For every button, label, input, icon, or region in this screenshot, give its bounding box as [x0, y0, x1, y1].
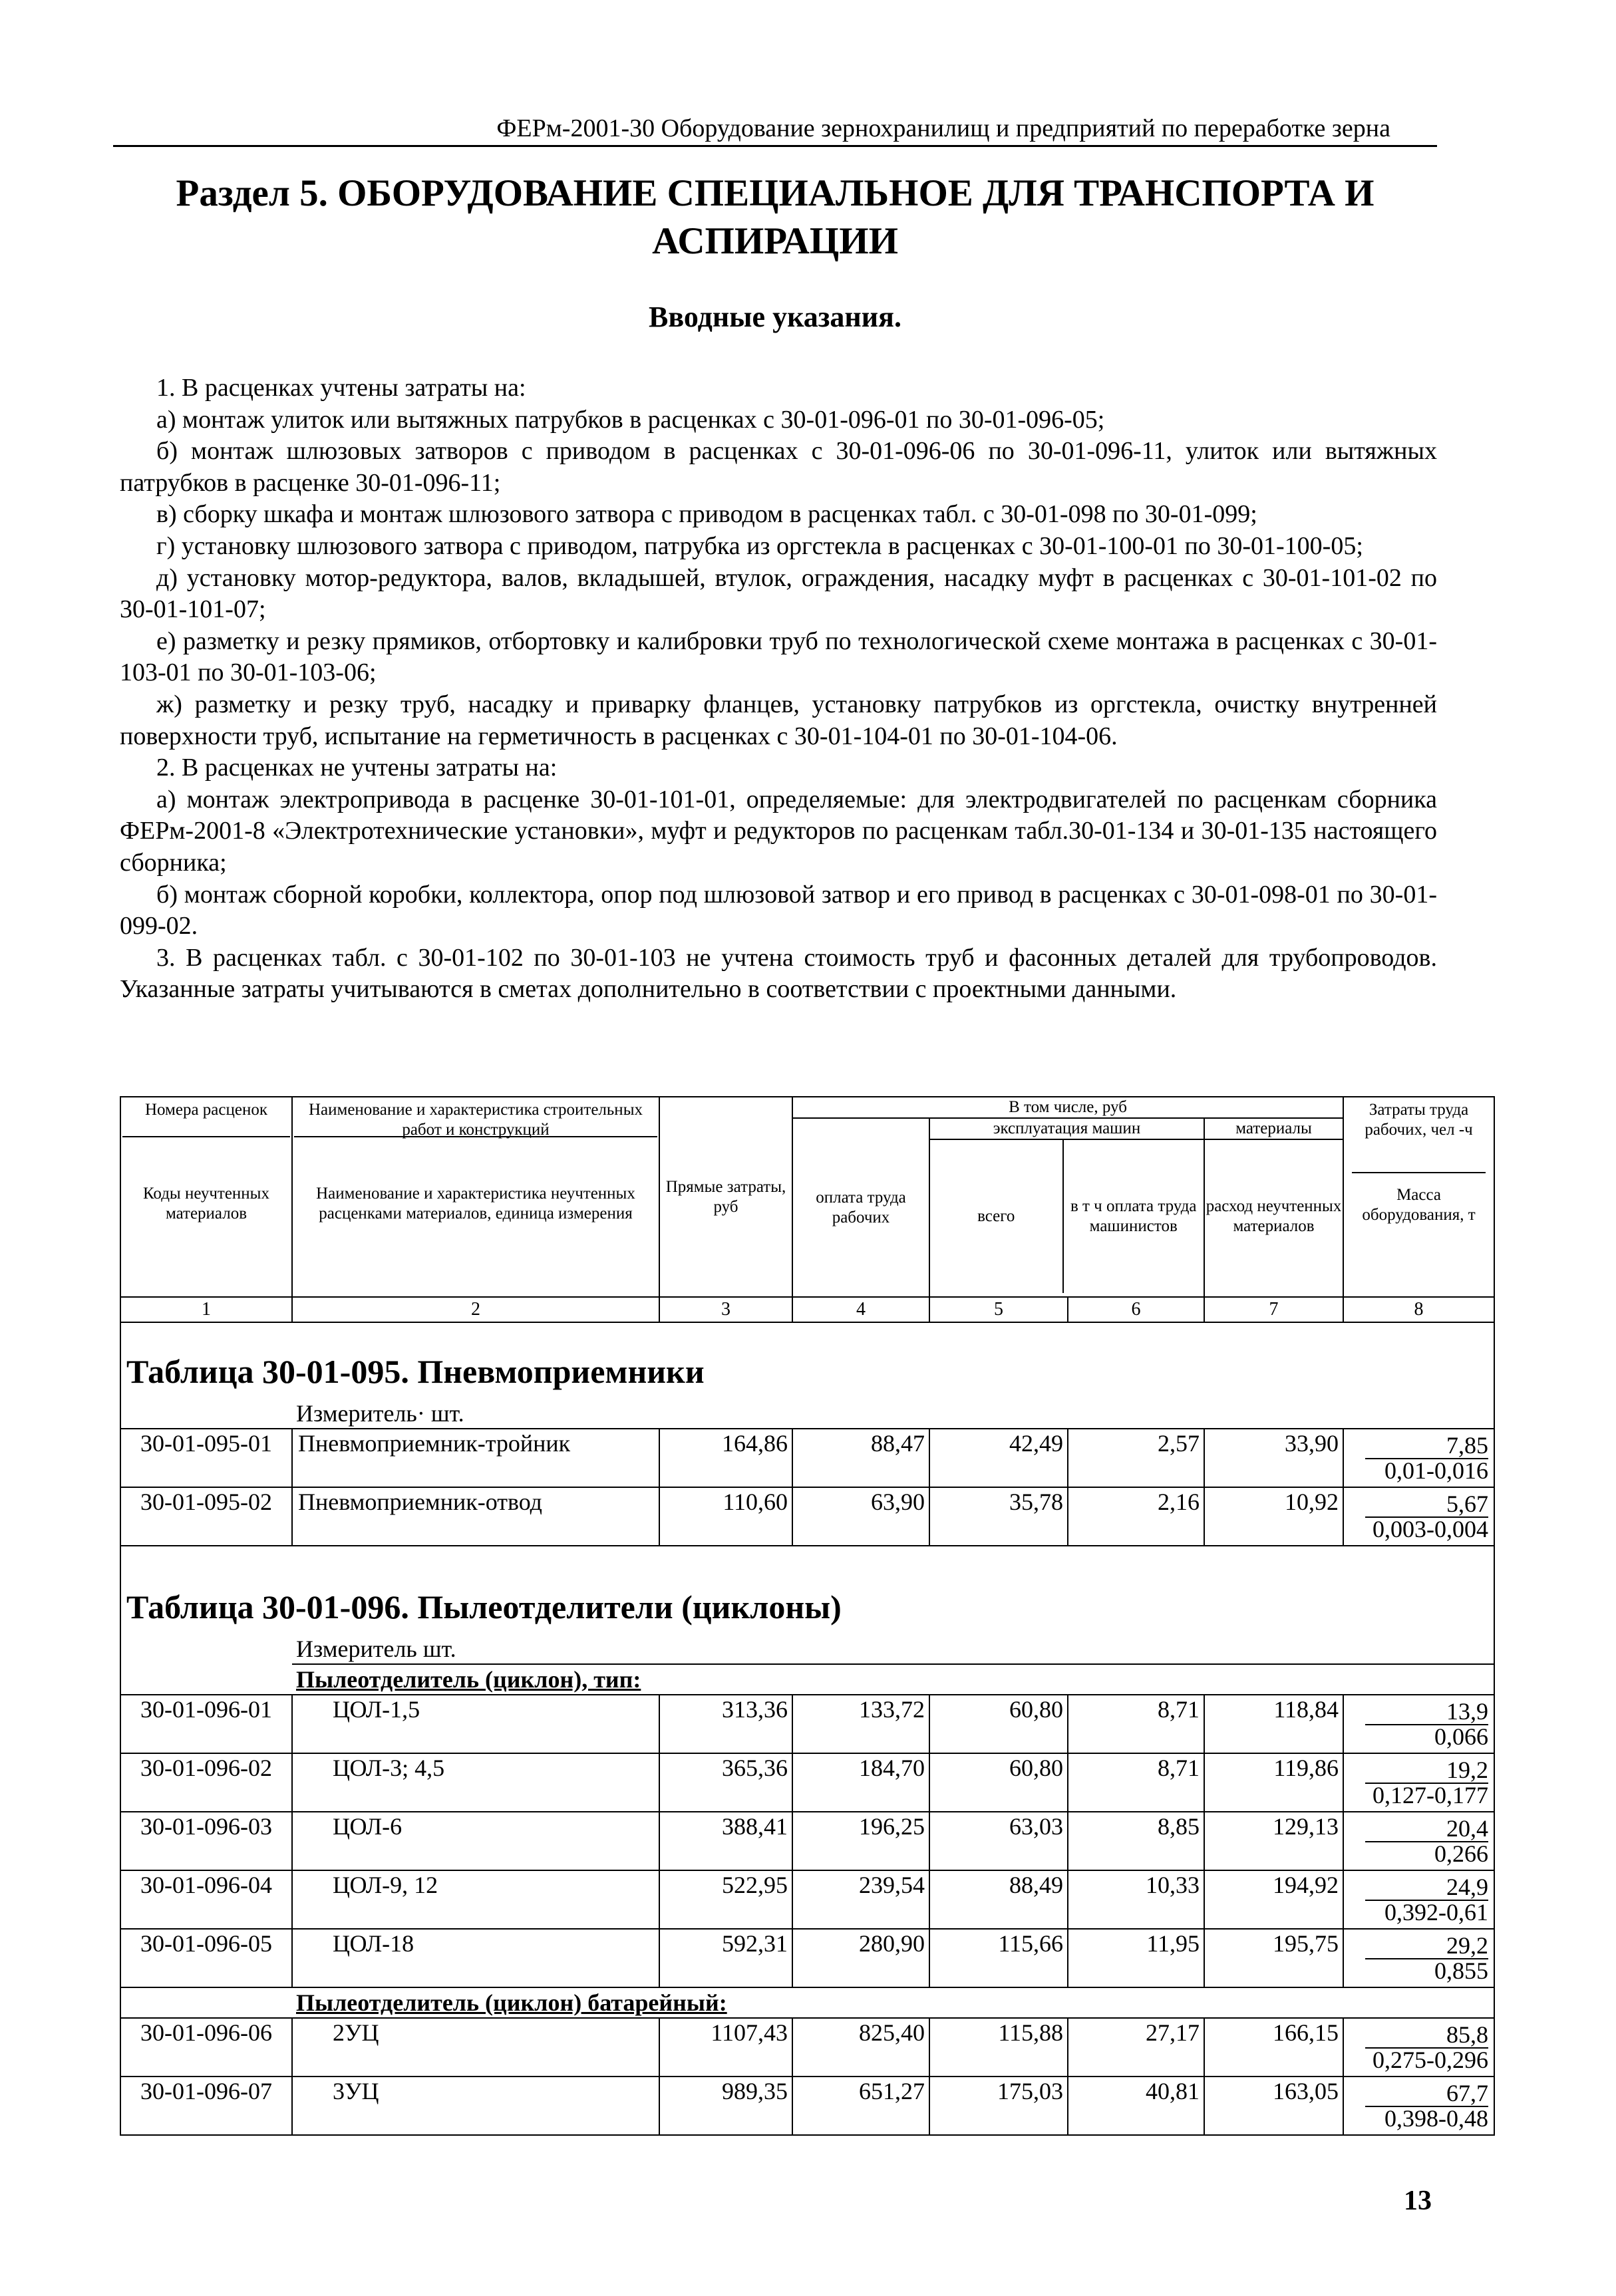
equipment-mass: 0,01-0,016	[1384, 1457, 1489, 1484]
labor-hours: 67,7	[1365, 2081, 1488, 2107]
machinists-pay: 8,85	[1068, 1812, 1204, 1870]
equipment-mass: 0,127-0,177	[1373, 1782, 1489, 1808]
running-header-text: ФЕРм-2001-30 Оборудование зернохранилищ и предприятий по переработке зерна	[496, 114, 1390, 142]
column-number: 7	[1204, 1297, 1343, 1322]
section-title-line-2: АСПИРАЦИИ	[652, 220, 898, 262]
measure-unit: Измеритель шт.	[292, 1634, 1494, 1664]
header-col1-top: Номера расценок	[144, 1101, 268, 1119]
table-30-01-095	[120, 1322, 1494, 1546]
machinists-pay: 11,95	[1068, 1929, 1204, 1987]
rate-code: 30-01-095-01	[120, 1429, 292, 1487]
materials-cost: 166,15	[1204, 2018, 1343, 2077]
intro-paragraph: г) установку шлюзового затвора с приводом, патрубка из оргстекла в расценках с 30-01-100-01 по 30-01-100-05;	[156, 531, 1363, 560]
materials-cost: 118,84	[1204, 1695, 1343, 1753]
group-label: Пылеотделитель (циклон) батарейный:	[296, 1989, 727, 2016]
running-header	[113, 112, 1437, 147]
intro-paragraph: 1. В расценках учтены затраты на:	[156, 374, 526, 402]
rate-name: ЦОЛ-3; 4,5	[292, 1753, 659, 1812]
column-number: 4	[792, 1297, 929, 1322]
equipment-mass: 0,398-0,48	[1384, 2105, 1489, 2132]
table-row	[120, 1929, 1494, 1987]
labor-pay: 184,70	[792, 1753, 929, 1812]
materials-cost: 163,05	[1204, 2077, 1343, 2135]
labor-hours: 29,2	[1365, 1933, 1488, 1959]
materials-cost: 119,86	[1204, 1753, 1343, 1812]
rate-code: 30-01-096-04	[120, 1870, 292, 1929]
machinists-pay: 10,33	[1068, 1870, 1204, 1929]
machines-total: 42,49	[929, 1429, 1068, 1487]
header-labor-pay: оплата труда рабочих	[816, 1188, 906, 1226]
equipment-mass: 0,275-0,296	[1373, 2047, 1489, 2073]
header-equipment-mass: Масса оборудования, т	[1362, 1186, 1476, 1224]
intro-paragraph: е) разметку и резку прямиков, отбортовку и калибровки труб по технологической схеме монтажа в расценках с 30-01-103-01 по 30-01-103-06;	[120, 627, 1437, 687]
intro-paragraph: б) монтаж сборной коробки, коллектора, опор под шлюзовой затвор и его привод в расценках с 30-01-098-01 по 30-01-099-02.	[120, 880, 1437, 940]
rate-code: 30-01-096-02	[120, 1753, 292, 1812]
machinists-pay: 2,16	[1068, 1487, 1204, 1546]
labor-hours: 13,9	[1365, 1699, 1488, 1725]
table-header	[120, 1097, 1494, 1322]
rate-name: Пневмоприемник-тройник	[292, 1429, 659, 1487]
machinists-pay: 2,57	[1068, 1429, 1204, 1487]
intro-paragraph: а) монтаж электропривода в расценке 30-01-101-01, определяемые: для электродвигателей по расценкам сборника ФЕРм-2001-8 «Электротехнические установки», муфт и редукторов по расценкам табл.30-01-134 и 30-01-135 настоящего сборника;	[120, 785, 1437, 877]
intro-paragraph: д) установку мотор-редуктора, валов, вкладышей, втулок, ограждения, насадку муфт в расценках с 30-01-101-02 по 30-01-101-07;	[120, 563, 1437, 624]
table-row	[120, 1487, 1494, 1546]
rate-code: 30-01-096-03	[120, 1812, 292, 1870]
rates-table	[120, 1096, 1495, 2136]
rate-name: 3УЦ	[292, 2077, 659, 2135]
column-number: 1	[120, 1297, 292, 1322]
machines-total: 175,03	[929, 2077, 1068, 2135]
materials-cost: 10,92	[1204, 1487, 1343, 1546]
table-row	[120, 1812, 1494, 1870]
equipment-mass: 0,392-0,61	[1384, 1899, 1489, 1926]
header-direct-costs: Прямые затраты, руб	[665, 1177, 786, 1216]
table-row	[120, 1870, 1494, 1929]
intro-paragraph: 3. В расценках табл. с 30-01-102 по 30-01-103 не учтена стоимость труб и фасонных деталей для трубопроводов. Указанные затраты учитываются в сметах дополнительно в соответствии с проектными данными.	[120, 943, 1437, 1004]
intro-paragraph: б) монтаж шлюзовых затворов с приводом в расценках с 30-01-096-06 по 30-01-096-11, улиток или вытяжных патрубков в расценке 30-01-096-11;	[120, 437, 1437, 497]
labor-pay: 88,47	[792, 1429, 929, 1487]
header-materials: материалы	[1235, 1119, 1312, 1137]
equipment-mass: 0,003-0,004	[1373, 1516, 1489, 1542]
machines-total: 63,03	[929, 1812, 1068, 1870]
rate-name: ЦОЛ-9, 12	[292, 1870, 659, 1929]
table-row	[120, 2077, 1494, 2135]
materials-cost: 33,90	[1204, 1429, 1343, 1487]
labor-hours: 85,8	[1365, 2022, 1488, 2049]
intro-paragraph: а) монтаж улиток или вытяжных патрубков в расценках с 30-01-096-01 по 30-01-096-05;	[156, 405, 1105, 434]
labor-pay: 280,90	[792, 1929, 929, 1987]
rate-name: 2УЦ	[292, 2018, 659, 2077]
table-row	[120, 1753, 1494, 1812]
intro-paragraph: ж) разметку и резку труб, насадку и приварку фланцев, установку патрубков из оргстекла, очистку внутренней поверхности труб, испытание на герметичность в расценках с 30-01-104-01 по 30-01-104-06.	[120, 690, 1437, 750]
labor-pay: 196,25	[792, 1812, 929, 1870]
table-row	[120, 2018, 1494, 2077]
materials-cost: 194,92	[1204, 1870, 1343, 1929]
header-materials-consumption: расход неучтенных материалов	[1206, 1197, 1342, 1235]
section-title	[113, 170, 1437, 265]
header-machinists-pay: в т ч оплата труда машинистов	[1070, 1197, 1197, 1235]
intro-paragraph: 2. В расценках не учтены затраты на:	[156, 754, 558, 782]
direct-costs: 989,35	[659, 2077, 792, 2135]
rate-code: 30-01-096-07	[120, 2077, 292, 2135]
column-number: 3	[659, 1297, 792, 1322]
machines-total: 88,49	[929, 1870, 1068, 1929]
direct-costs: 164,86	[659, 1429, 792, 1487]
machinists-pay: 8,71	[1068, 1695, 1204, 1753]
machinists-pay: 40,81	[1068, 2077, 1204, 2135]
header-labor-hours: Затраты труда рабочих, чел -ч	[1365, 1101, 1473, 1139]
column-number: 5	[929, 1297, 1068, 1322]
machines-total: 115,88	[929, 2018, 1068, 2077]
table-row	[120, 1695, 1494, 1753]
table-title: Таблица 30-01-096. Пылеотделители (циклоны)	[126, 1588, 842, 1626]
machines-total: 60,80	[929, 1695, 1068, 1753]
rate-code: 30-01-096-06	[120, 2018, 292, 2077]
machines-total: 35,78	[929, 1487, 1068, 1546]
intro-text	[120, 372, 1437, 1006]
header-machines: эксплуатация машин	[993, 1119, 1141, 1137]
equipment-mass: 0,266	[1434, 1840, 1489, 1867]
direct-costs: 522,95	[659, 1870, 792, 1929]
rate-name: ЦОЛ-1,5	[292, 1695, 659, 1753]
direct-costs: 1107,43	[659, 2018, 792, 2077]
labor-hours: 7,85	[1365, 1433, 1488, 1459]
column-number: 8	[1343, 1297, 1494, 1322]
header-col2-top: Наименование и характеристика строительных работ и конструкций	[308, 1101, 643, 1139]
materials-cost: 129,13	[1204, 1812, 1343, 1870]
column-number: 2	[292, 1297, 659, 1322]
measure-unit: Измеритель· шт.	[292, 1399, 1494, 1429]
direct-costs: 592,31	[659, 1929, 792, 1987]
machines-total: 115,66	[929, 1929, 1068, 1987]
labor-hours: 5,67	[1365, 1491, 1488, 1518]
direct-costs: 365,36	[659, 1753, 792, 1812]
labor-pay: 239,54	[792, 1870, 929, 1929]
section-title-line-1: Раздел 5. ОБОРУДОВАНИЕ СПЕЦИАЛЬНОЕ ДЛЯ ТРАНСПОРТА И	[176, 172, 1374, 214]
header-including: В том числе, руб	[1009, 1098, 1127, 1116]
rate-name: Пневмоприемник-отвод	[292, 1487, 659, 1546]
intro-paragraph: в) сборку шкафа и монтаж шлюзового затвора с приводом в расценках табл. с 30-01-098 по 30-01-099;	[156, 500, 1257, 529]
rate-code: 30-01-095-02	[120, 1487, 292, 1546]
header-col2-bottom: Наименование и характеристика неучтенных расценками материалов, единица измерения	[316, 1185, 635, 1222]
machinists-pay: 8,71	[1068, 1753, 1204, 1812]
labor-hours: 19,2	[1365, 1757, 1488, 1784]
group-label: Пылеотделитель (циклон), тип:	[296, 1666, 641, 1693]
header-machines-total: всего	[977, 1207, 1015, 1225]
table-title: Таблица 30-01-095. Пневмоприемники	[126, 1353, 705, 1390]
machines-total: 60,80	[929, 1753, 1068, 1812]
materials-cost: 195,75	[1204, 1929, 1343, 1987]
intro-heading: Вводные указания.	[649, 301, 901, 333]
machinists-pay: 27,17	[1068, 2018, 1204, 2077]
labor-pay: 825,40	[792, 2018, 929, 2077]
equipment-mass: 0,855	[1434, 1957, 1489, 1984]
column-number: 6	[1068, 1297, 1204, 1322]
direct-costs: 388,41	[659, 1812, 792, 1870]
rate-name: ЦОЛ-6	[292, 1812, 659, 1870]
direct-costs: 110,60	[659, 1487, 792, 1546]
labor-pay: 63,90	[792, 1487, 929, 1546]
labor-hours: 20,4	[1365, 1816, 1488, 1842]
table-row	[120, 1429, 1494, 1487]
rate-name: ЦОЛ-18	[292, 1929, 659, 1987]
equipment-mass: 0,066	[1434, 1723, 1489, 1750]
labor-hours: 24,9	[1365, 1874, 1488, 1901]
direct-costs: 313,36	[659, 1695, 792, 1753]
labor-pay: 651,27	[792, 2077, 929, 2135]
table-30-01-096	[120, 1546, 1494, 2135]
labor-pay: 133,72	[792, 1695, 929, 1753]
rate-code: 30-01-096-01	[120, 1695, 292, 1753]
rate-code: 30-01-096-05	[120, 1929, 292, 1987]
header-col1-bottom: Коды неучтенных материалов	[143, 1185, 269, 1222]
page-number: 13	[1404, 2186, 1432, 2216]
